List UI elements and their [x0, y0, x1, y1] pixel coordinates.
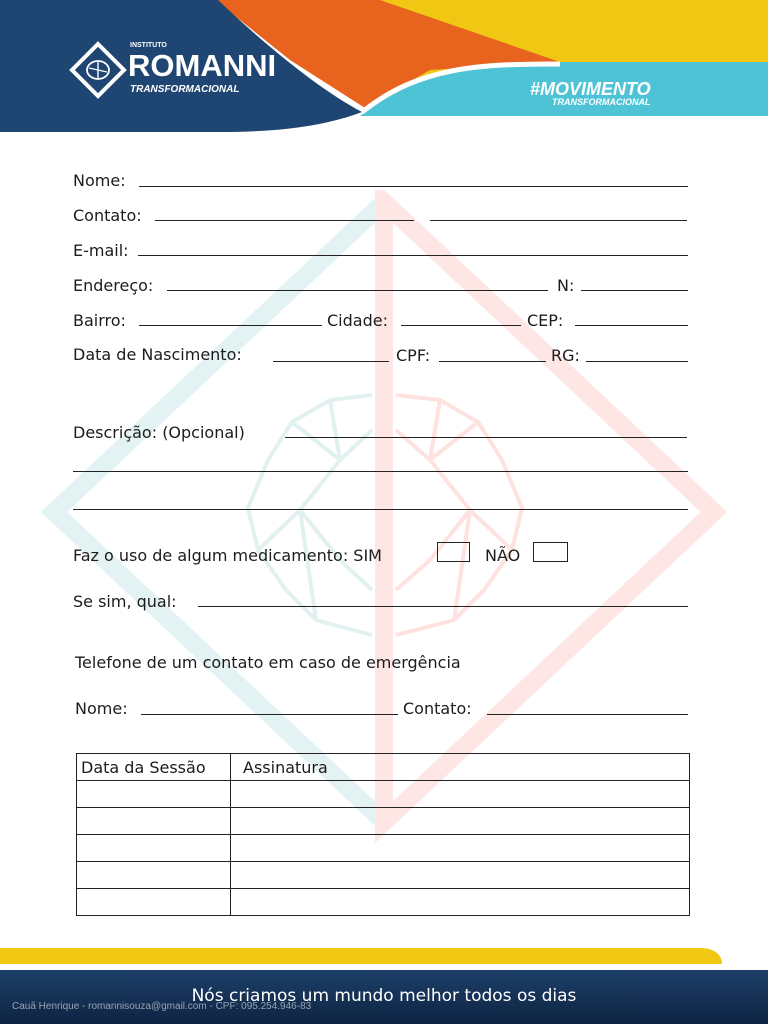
session-date-cell[interactable] [77, 835, 231, 862]
nome-label: Nome: [73, 171, 126, 190]
cidade-input-line[interactable] [401, 325, 521, 326]
logo-small-text: INSTITUTO [130, 42, 167, 49]
descricao-label: Descrição: (Opcional) [73, 423, 245, 442]
signature-cell[interactable] [231, 862, 690, 889]
signature-cell[interactable] [231, 781, 690, 808]
email-label: E-mail: [73, 241, 129, 260]
emergencia-nome-input-line[interactable] [141, 714, 398, 715]
email-input-line[interactable] [138, 255, 688, 256]
header-banner [0, 0, 768, 140]
endereco-label: Endereço: [73, 276, 154, 295]
hashtag-movimento: #MOVIMENTO [530, 79, 651, 99]
medicamento-label: Faz o uso de algum medicamento: SIM [73, 546, 382, 565]
table-row [77, 781, 690, 808]
signature-cell[interactable] [231, 835, 690, 862]
contato-label: Contato: [73, 206, 142, 225]
descricao-input-line-1[interactable] [285, 437, 687, 438]
emergencia-nome-label: Nome: [75, 699, 128, 718]
nao-checkbox[interactable] [533, 542, 568, 562]
signature-cell[interactable] [231, 808, 690, 835]
cep-label: CEP: [527, 311, 564, 330]
table-header-assinatura: Assinatura [231, 754, 690, 781]
session-table [76, 753, 690, 916]
footer-slogan: Nós criamos um mundo melhor todos os dias [191, 986, 577, 1006]
hashtag-subtitle: TRANSFORMACIONAL [552, 97, 651, 107]
nascimento-label: Data de Nascimento: [73, 345, 242, 364]
credit-text: Cauã Henrique - romannisouza@gmail.com - CPF: 095.254.946-83 [12, 1001, 312, 1012]
contato-input-line-2[interactable] [430, 220, 687, 221]
qual-label: Se sim, qual: [73, 592, 177, 611]
nome-input-line[interactable] [139, 186, 688, 187]
session-date-cell[interactable] [77, 781, 231, 808]
table-row [77, 889, 690, 916]
numero-label: N: [557, 276, 575, 295]
nascimento-input-line[interactable] [273, 361, 389, 362]
endereco-input-line[interactable] [167, 290, 548, 291]
cpf-label: CPF: [396, 346, 431, 365]
session-date-cell[interactable] [77, 862, 231, 889]
emergencia-title: Telefone de um contato em caso de emergência [75, 653, 461, 672]
emergencia-contato-input-line[interactable] [487, 714, 688, 715]
table-row [77, 835, 690, 862]
contato-input-line-1[interactable] [155, 220, 414, 221]
table-header-data: Data da Sessão [77, 754, 231, 781]
qual-input-line[interactable] [198, 606, 688, 607]
rg-label: RG: [551, 346, 580, 365]
cpf-input-line[interactable] [439, 361, 546, 362]
table-row [77, 862, 690, 889]
bairro-input-line[interactable] [139, 325, 322, 326]
logo-subtitle: TRANSFORMACIONAL [130, 84, 240, 95]
sim-checkbox[interactable] [437, 542, 470, 562]
numero-input-line[interactable] [581, 290, 688, 291]
cep-input-line[interactable] [575, 325, 688, 326]
nao-label: NÃO [485, 546, 521, 565]
table-row [77, 808, 690, 835]
table-header-row [77, 754, 690, 781]
logo-name: ROMANNI [128, 48, 277, 83]
descricao-input-line-2[interactable] [73, 471, 688, 472]
session-date-cell[interactable] [77, 889, 231, 916]
bairro-label: Bairro: [73, 311, 126, 330]
cidade-label: Cidade: [327, 311, 388, 330]
signature-cell[interactable] [231, 889, 690, 916]
descricao-input-line-3[interactable] [73, 509, 688, 510]
rg-input-line[interactable] [586, 361, 688, 362]
emergencia-contato-label: Contato: [403, 699, 472, 718]
session-date-cell[interactable] [77, 808, 231, 835]
